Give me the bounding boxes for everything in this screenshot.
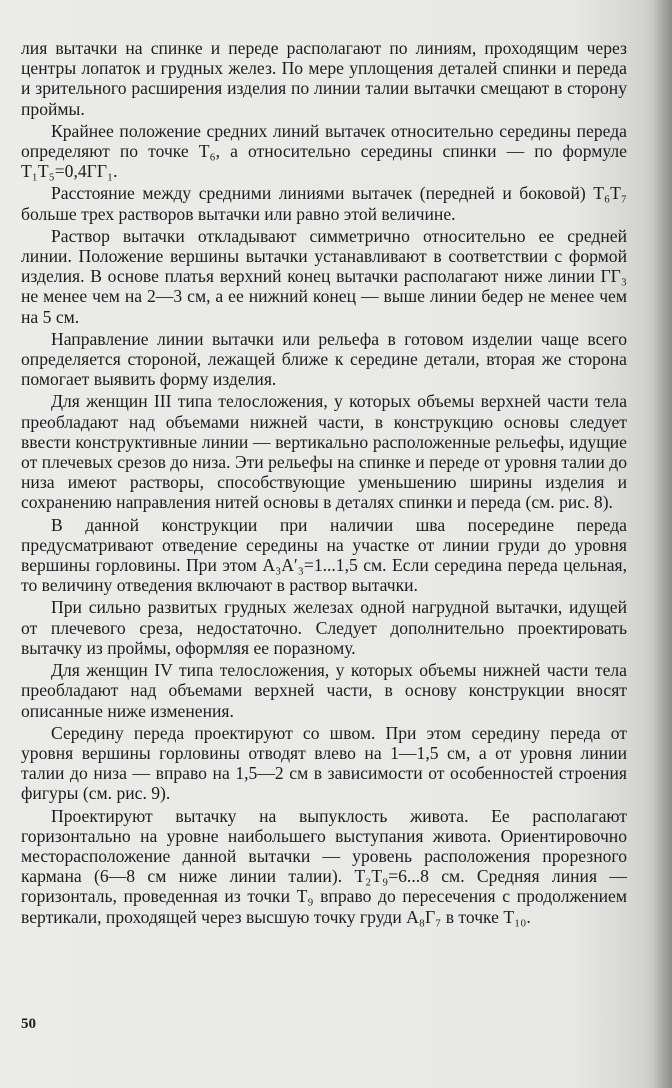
paragraph-7: В данной конструкции при наличии шва посередине переда предусматривают отведение середины на участке от линии груди до уровня вершины горловины. При этом А₃А′₃=1...1,5 см. Если середина переда цельная, то величину отведения включают в раствор вытачки.	[21, 514, 627, 596]
paragraph-2: Крайнее положение средних линий вытачек относительно середины переда определяют по точке Т₆, а относительно середины спинки — по формуле Т₁Т₅=0,4ГГ₁.	[21, 120, 627, 182]
paragraph-5: Направление линии вытачки или рельефа в готовом изделии чаще всего определяется стороной, лежащей ближе к середине детали, вторая же сторона помогает выявить форму изделия.	[21, 328, 627, 390]
paragraph-10: Середину переда проектируют со швом. При этом середину переда от уровня вершины горловины отводят влево на 1—1,5 см, а от уровня линии талии до низа — вправо на 1,5—2 см в зависимости от особенностей строения фигуры (см. рис. 9).	[21, 722, 627, 804]
paragraph-4: Раствор вытачки откладывают симметрично относительно ее средней линии. Положение вершины вытачки устанавливают в соответствии с формой изделия. В основе платья верхний конец вытачки располагают ниже линии ГГ₃ не менее чем на 2—3 см, а ее нижний конец — выше линии бедер не менее чем на 5 см.	[21, 225, 627, 327]
paragraph-8: При сильно развитых грудных железах одной нагрудной вытачки, идущей от плечевого среза, недостаточно. Следует дополнительно проектировать вытачку из проймы, оформляя ее поразному.	[21, 597, 627, 658]
paragraph-6: Для женщин III типа телосложения, у которых объемы верхней части тела преобладают над объемами нижней части, в конструкцию основы следует ввести конструктивные линии — вертикально расположенные рельефы, идущие от плечевых срезов до низа. Эти рельефы на спинке и переде от уровня талии до низа имеют растворы, способствующие уменьшению ширины изделия и сохранению направления нитей основы в деталях спинки и переда (см. рис. 8).	[21, 391, 627, 513]
paragraph-9: Для женщин IV типа телосложения, у которых объемы нижней части тела преобладают над объемами верхней части, в основу конструкции вносят описанные ниже изменения.	[21, 660, 627, 721]
paragraph-1: лия вытачки на спинке и переде располагают по линиям, проходящим через центры лопаток и грудных желез. По мере уплощения деталей спинки и переда и зрительного расширения изделия по линии талии вытачки смещают в сторону проймы.	[21, 38, 627, 119]
body-text	[21, 38, 627, 929]
paragraph-11: Проектируют вытачку на выпуклость живота. Ее располагают горизонтально на уровне наибольшего выступания живота. Ориентировочно месторасположение данной вытачки — уровень расположения прорезного кармана (6—8 см ниже линии талии). Т₂Т₉=6...8 см. Средняя линия — горизонталь, проведенная из точки Т₉ вправо до пересечения с продолжением вертикали, проходящей через высшую точку груди А₈Г₇ в точке Т₁₀.	[21, 805, 627, 927]
page-edge-shadow	[654, 0, 672, 1088]
page-number: 50	[21, 1016, 36, 1032]
paragraph-3: Расстояние между средними линиями вытачек (передней и боковой) Т₆Т₇ больше трех растворов вытачки или равно этой величине.	[21, 183, 627, 224]
